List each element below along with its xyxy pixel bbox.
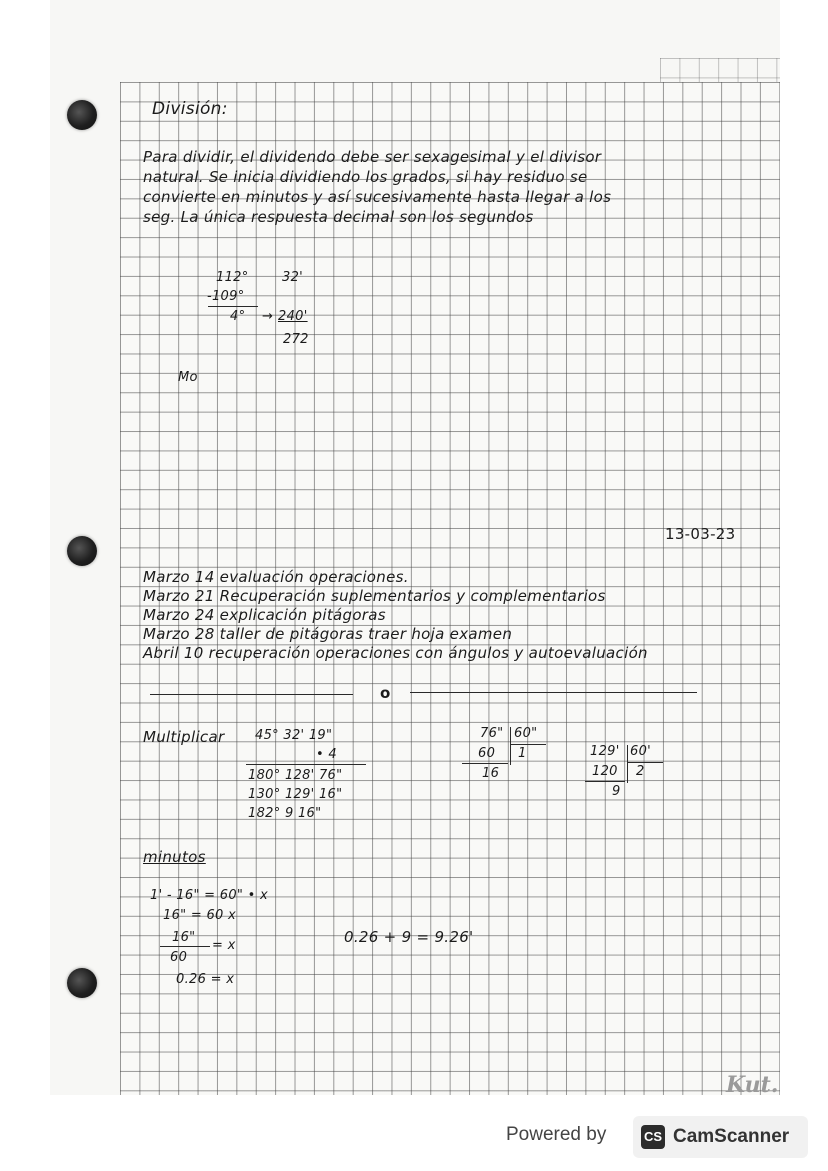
- division-sum: 272: [283, 332, 309, 347]
- side-division-2-rule: [627, 762, 663, 763]
- minutes-equation: 0.26 = x: [176, 972, 235, 987]
- division-carried: 240': [278, 309, 308, 324]
- side-division-1-bracket: [510, 727, 511, 765]
- side-division-1-quotient: 1: [518, 746, 527, 761]
- side-division-1-dividend: 76": [480, 726, 504, 741]
- minutes-fraction-bar: [160, 946, 210, 947]
- paragraph-line: seg. La única respuesta decimal son los segundos: [143, 208, 534, 226]
- minutes-fraction-denominator: 60: [170, 950, 188, 965]
- marker-text: Mo: [178, 370, 198, 385]
- watermark-signature: Kut.: [726, 1072, 779, 1098]
- camscanner-badge: [633, 1116, 808, 1158]
- minutes-equation: 1' - 16" = 60" • x: [150, 888, 269, 903]
- schedule-item: Marzo 21 Recuperación suplementarios y complementarios: [143, 587, 606, 605]
- division-dividend: 112°: [216, 270, 249, 285]
- schedule-item: Marzo 28 taller de pitágoras traer hoja examen: [143, 625, 513, 643]
- binder-hole: [67, 968, 97, 998]
- paragraph-line: Para dividir, el dividendo debe ser sexagesimal y el divisor: [143, 148, 602, 166]
- multiply-row: 130° 129' 16": [248, 787, 343, 802]
- side-division-2-divisor: 60': [630, 744, 652, 759]
- notes-title: División:: [152, 99, 228, 119]
- schedule-item: Marzo 24 explicación pitágoras: [143, 606, 386, 624]
- multiply-label: Multiplicar: [143, 728, 225, 746]
- schedule-item: Abril 10 recuperación operaciones con ángulos y autoevaluación: [143, 644, 648, 662]
- division-divisor: 32': [282, 270, 304, 285]
- minutes-fraction-rhs: = x: [212, 938, 236, 953]
- multiply-row: 182° 9 16": [248, 806, 322, 821]
- powered-by-text: Powered by: [506, 1124, 607, 1145]
- side-division-1-divisor: 60": [514, 726, 538, 741]
- paragraph-line: convierte en minutos y así sucesivamente hasta llegar a los: [143, 188, 612, 206]
- divider-line-left: [150, 694, 353, 695]
- multiply-row: 180° 128' 76": [248, 768, 343, 783]
- side-division-2-subtract: 120: [592, 764, 618, 779]
- binder-hole: [67, 100, 97, 130]
- division-remainder: 4°: [230, 309, 246, 324]
- minutes-equation: 16" = 60 x: [163, 908, 237, 923]
- grid-header-strip: [660, 58, 780, 84]
- division-subtract: -109°: [207, 289, 245, 304]
- multiply-multiplier: • 4: [316, 747, 337, 762]
- minutes-label: minutos: [143, 848, 206, 866]
- date-label: 13-03-23: [665, 525, 736, 543]
- camscanner-logo-icon: CS: [641, 1125, 665, 1149]
- binder-hole: [67, 536, 97, 566]
- side-division-2-dividend: 129': [590, 744, 620, 759]
- side-division-2-bracket: [627, 745, 628, 783]
- camscanner-name: CamScanner: [673, 1126, 790, 1147]
- side-division-2-quotient: 2: [636, 764, 645, 779]
- schedule-item: Marzo 14 evaluación operaciones.: [143, 568, 409, 586]
- divider-line-right: [410, 692, 697, 693]
- side-division-1-subtract: 60: [478, 746, 496, 761]
- multiply-rule: [246, 764, 366, 765]
- side-division-1-rule: [510, 744, 546, 745]
- minutes-fraction-numerator: 16": [172, 930, 196, 945]
- division-arrow: →: [262, 309, 274, 324]
- side-division-2-remainder: 9: [612, 784, 621, 799]
- side-division-1-remainder: 16: [482, 766, 500, 781]
- multiply-factor: 45° 32' 19": [255, 728, 333, 743]
- divider-symbol: o: [380, 684, 391, 702]
- minutes-result: 0.26 + 9 = 9.26': [344, 928, 474, 946]
- paragraph-line: natural. Se inicia dividiendo los grados, si hay residuo se: [143, 168, 588, 186]
